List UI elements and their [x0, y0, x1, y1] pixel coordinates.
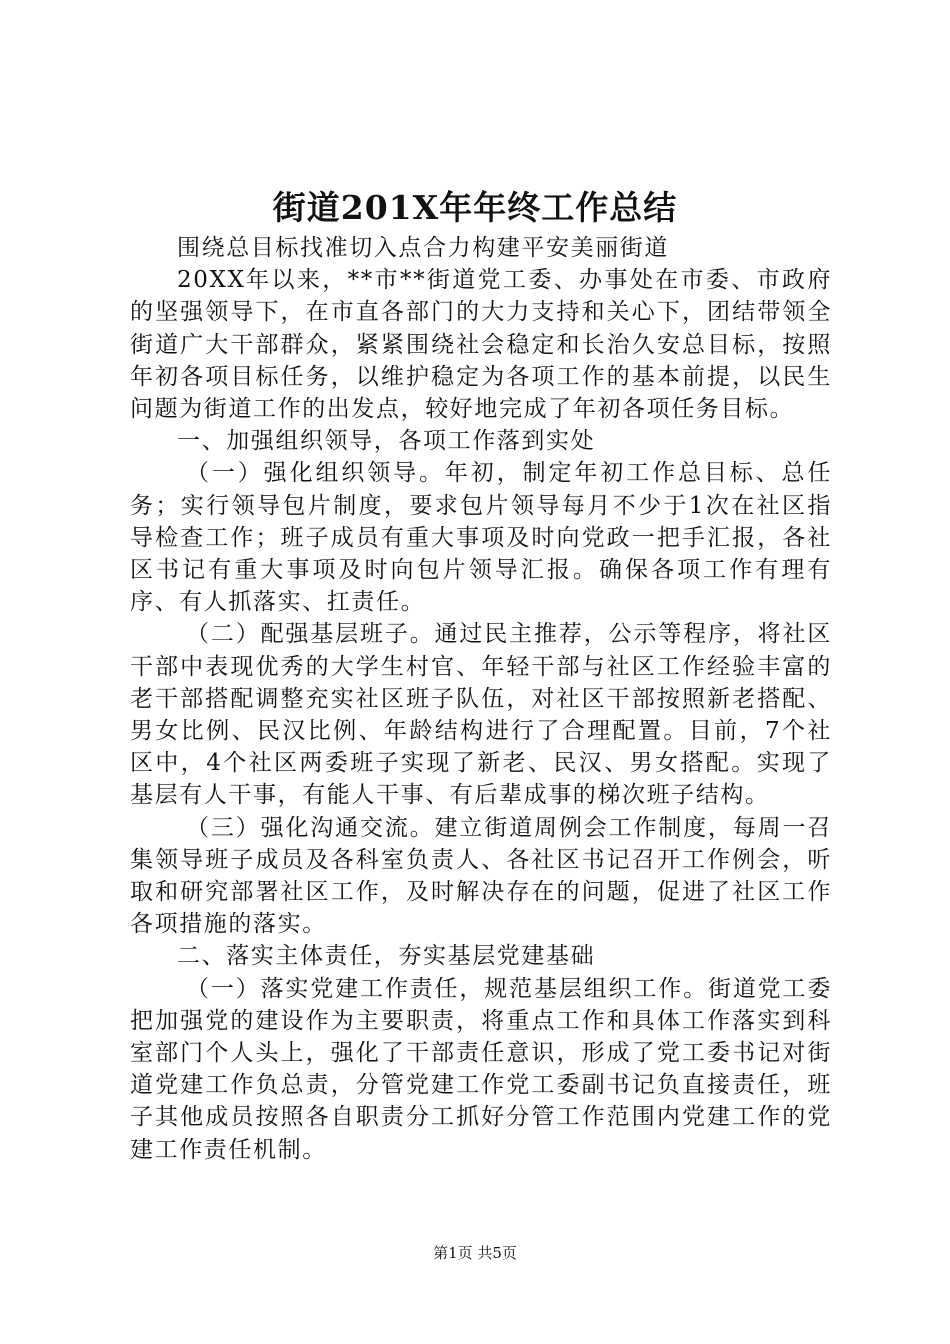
paragraph-1-3: （三）强化沟通交流。建立街道周例会工作制度，每周一召集领导班子成员及各科室负责人、各社区书记召开工作例会，听取和研究部署社区工作，及时解决存在的问题，促进了社区工作各项措施的落实。	[130, 814, 832, 938]
intro-paragraph: 20XX年以来，**市**街道党工委、办事处在市委、市政府的坚强领导下，在市直各部门的大力支持和关心下，团结带领全街道广大干部群众，紧紧围绕社会稳定和长治久安总目标，按照年初各项目标任务，以维护稳定为各项工作的基本前提，以民生问题为街道工作的出发点，较好地完成了年初各项任务目标。	[130, 267, 832, 423]
section-heading-2: 二、落实主体责任，夯实基层党建基础	[177, 943, 596, 970]
section-heading-1: 一、加强组织领导，各项工作落到实处	[177, 428, 596, 455]
paragraph-2-1: （一）落实党建工作责任，规范基层组织工作。街道党工委把加强党的建设作为主要职责，将重点工作和具体工作落实到科室部门个人头上，强化了干部责任意识，形成了党工委书记对街道党建工作负总责，分管党建工作党工委副书记负直接责任，班子其他成员按照各自职责分工抓好分管工作范围内党建工作的党建工作责任机制。	[130, 975, 832, 1163]
document-title: 街道201X年年终工作总结	[272, 188, 678, 227]
document-body	[130, 232, 832, 1166]
paragraph-1-2: （二）配强基层班子。通过民主推荐，公示等程序，将社区干部中表现优秀的大学生村官、年轻干部与社区工作经验丰富的老干部搭配调整充实社区班子队伍，对社区干部按照新老搭配、男女比例、民汉比例、年龄结构进行了合理配置。目前，7个社区中，4个社区两委班子实现了新老、民汉、男女搭配。实现了基层有人干事，有能人干事、有后辈成事的梯次班子结构。	[130, 621, 832, 809]
page-footer: 第1页 共5页	[433, 1244, 517, 1262]
subtitle-paragraph: 围绕总目标找准切入点合力构建平安美丽街道	[177, 235, 669, 261]
paragraph-1-1: （一）强化组织领导。年初，制定年初工作总目标、总任务；实行领导包片制度，要求包片领导每月不少于1次在社区指导检查工作；班子成员有重大事项及时向党政一把手汇报，各社区书记有重大事项及时向包片领导汇报。确保各项工作有理有序、有人抓落实、扛责任。	[130, 460, 832, 616]
